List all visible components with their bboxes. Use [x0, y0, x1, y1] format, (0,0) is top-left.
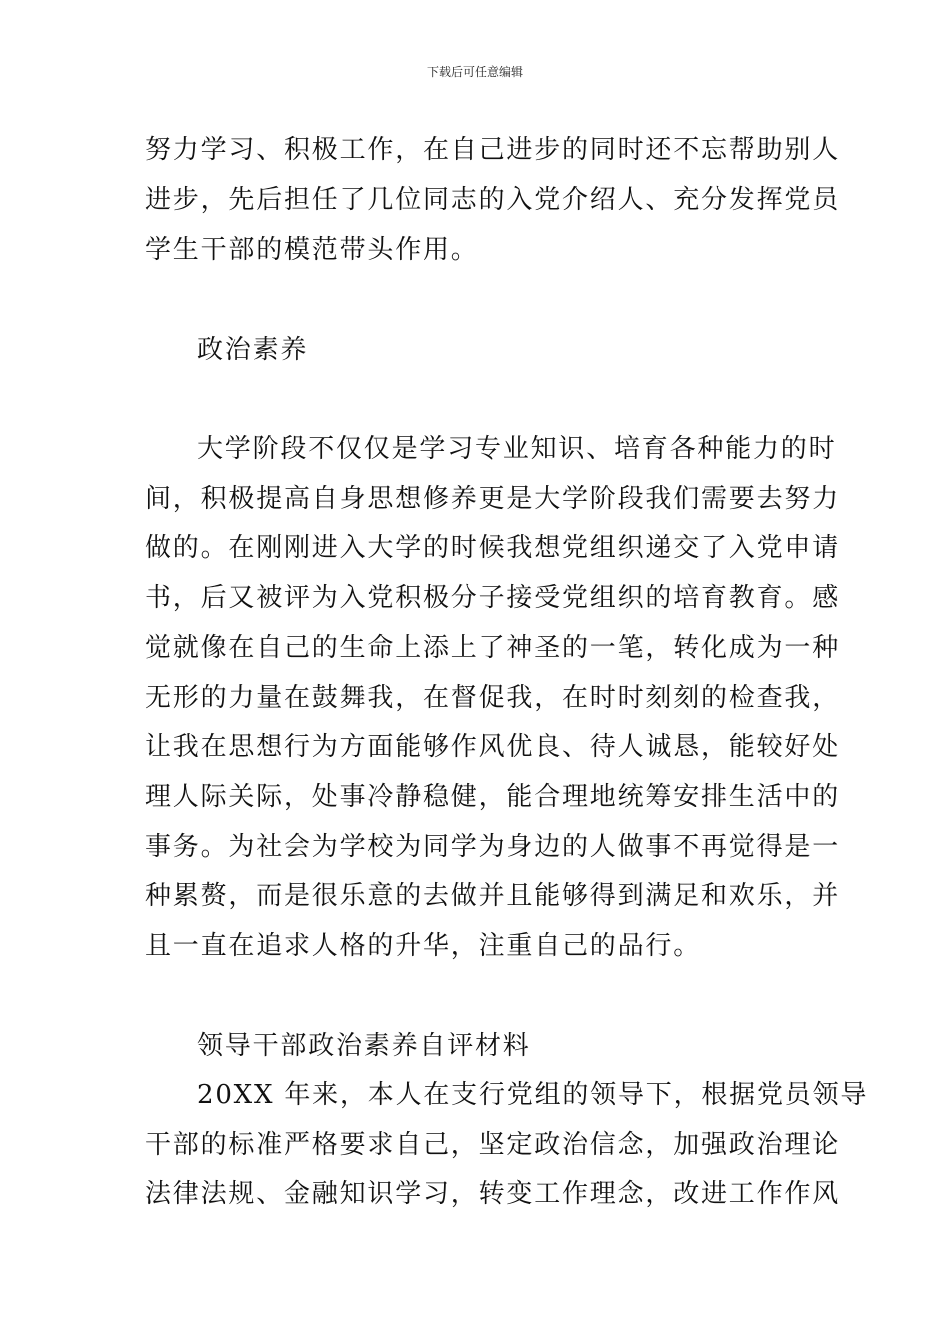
paragraph-line: 干部的标准严格要求自己，坚定政治信念，加强政治理论 [145, 1130, 841, 1160]
paragraph-line: 种累赘，而是很乐意的去做并且能够得到满足和欢乐，并 [145, 881, 841, 911]
paragraph-line: 让我在思想行为方面能够作风优良、待人诚恳，能较好处 [145, 732, 841, 762]
paragraph-line: 事务。为社会为学校为同学为身边的人做事不再觉得是一 [145, 832, 841, 862]
paragraph-line: 20XX 年来，本人在支行党组的领导下，根据党员领导 [197, 1080, 869, 1110]
paragraph-line: 理人际关际，处事冷静稳健，能合理地统筹安排生活中的 [145, 782, 841, 812]
page-header: 下载后可任意编辑 [426, 65, 523, 79]
section-heading-self-evaluation: 领导干部政治素养自评材料 [197, 1031, 531, 1061]
paragraph-line: 进步，先后担任了几位同志的入党介绍人、充分发挥党员 [145, 185, 841, 215]
paragraph-line: 且一直在追求人格的升华，注重自己的品行。 [145, 931, 702, 961]
paragraph-line: 法律法规、金融知识学习，转变工作理念，改进工作作风 [145, 1179, 841, 1209]
paragraph-line: 努力学习、积极工作，在自己进步的同时还不忘帮助别人 [145, 135, 841, 165]
paragraph-line: 间，积极提高自身思想修养更是大学阶段我们需要去努力 [145, 484, 841, 514]
section-heading-political-quality: 政治素养 [197, 335, 309, 365]
paragraph-line: 书，后又被评为入党积极分子接受党组织的培育教育。感 [145, 583, 841, 613]
paragraph-line: 学生干部的模范带头作用。 [145, 235, 479, 265]
paragraph-line: 觉就像在自己的生命上添上了神圣的一笔，转化成为一种 [145, 633, 841, 663]
paragraph-line: 大学阶段不仅仅是学习专业知识、培育各种能力的时 [197, 434, 837, 464]
paragraph-line: 无形的力量在鼓舞我，在督促我，在时时刻刻的检查我， [145, 683, 841, 713]
paragraph-line: 做的。在刚刚进入大学的时候我想党组织递交了入党申请 [145, 533, 841, 563]
